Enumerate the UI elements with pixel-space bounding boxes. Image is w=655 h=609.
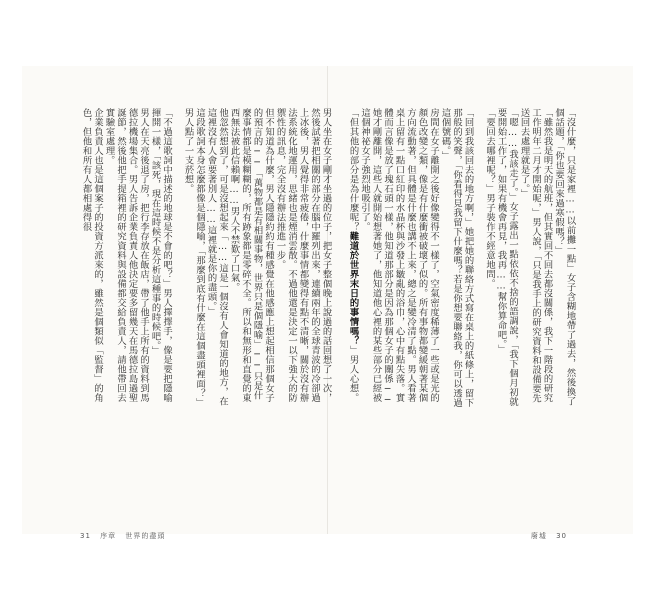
paragraph: 「不過這歌詞中描述的地球是不會的吧？」男人擇擇手，像是要把隱喻揮開一樣，「該死，現在這時候不是分析這種事的時候吧。」 xyxy=(149,108,172,403)
paragraph: 「嗯……我該走了。」女子露出一點依依不捨的語調說，「我下個月初就要開始工作了，如果有機會再見，我再……幫你算命吧。」 xyxy=(495,108,518,407)
paragraph: 「雖然我是明天的航班，但其實回不回去都沒關係，我下一階段的研究工作明年二月才開始呢，」男人說，「只是我手上的研究資料和設備要先送回去處理就是了。」 xyxy=(518,108,553,403)
paragraph: 男人在天亮後退了房，把行李存放在飯店，帶了他手上所有的資料到馬德拉機場集合。男人告訴企業負責人他決定要多留幾天在馬德拉島過聖誕節，然後他把手提箱裡的研究資料與設備都交給負責人，請他帶回去實驗室處理。 xyxy=(103,108,149,403)
paragraph-text: 「但其他的部分是為什麼呢？ xyxy=(347,108,359,232)
paragraph: 「要回去哪裡呢？」男子裝作不經意地問。 xyxy=(484,108,495,289)
paragraph: 這段歌詞本身怎麼都像是個隱喻，「那麼到底有什麼在這個盡頭裡面？」男人點了一支菸想。 xyxy=(182,108,205,408)
folio-page-number: 31 xyxy=(80,532,91,540)
folio-title: 世界的盡頭 xyxy=(125,532,166,540)
paragraph: 企業負責人也是這個案子的投資方派來的，雖然是個類似「監督」的角色，但他和所有人都相處得很 xyxy=(80,108,103,403)
paragraph: 他忽然想到了，可是沒想起來「……這是一個沒有人會知道的地方，在這裡沒有人會要著別人……這裡就是你的盡頭。」 xyxy=(205,108,228,406)
emphasis-paragraph xyxy=(347,108,359,408)
folio-page-number: 30 xyxy=(556,532,567,540)
right-page xyxy=(347,108,575,408)
folio-title: 廢墟 xyxy=(530,532,547,540)
folio-chapter: 序章 xyxy=(100,532,117,540)
paragraph: 房間在女子離開之後好像變得不一樣了，空氣密度稀薄了一些或是光的顏色改變之類，像是有什麼衝被破壞了似的。所有事物都變緩朝著某個方向流動著，但具體是什麼也講不上來，總之是變冷清了點。男人看著桌上留有一點口紅印的水晶杯與沙發上皺亂的浴巾，心中有點失落。實體而言像是放了塊石頭一樣，他知道那部分是因為那個女子的關係──她才剛離開，這些人就開始想著她了，他知道他心裡的某些部分已經被這個神祕女子強烈地吸引了。 xyxy=(359,108,439,406)
paragraph: 男人坐在女子剛才坐過的位子，把女子整個晚上說過的話回想了一次，然後試著把相關的部分在腦中羅列出來，連續兩年的全球青波的冷卻過上冰後，男人覺得非常疲倦，什麼事情都變得有點不清晰，關於沒有辦法系統化地運用，思緒也是煙消雲散。不過他還是決定一以下強大的防禦性的訊息，完全沒有辦法推進一步。 xyxy=(274,108,332,403)
paragraph: 「沒什麼，只是家裡……以前攤一點」女子含糊地帶了過去，然後換了個話題，「你也要回來過寒假嗎？」 xyxy=(553,108,576,406)
paragraph-last xyxy=(348,108,359,403)
right-page-text xyxy=(347,108,576,408)
right-folio xyxy=(531,531,573,541)
paragraph-text: 」男人心想。 xyxy=(347,345,359,403)
left-folio xyxy=(80,531,171,541)
paragraph: 但不知道為什麼，男人隱隱約約有種感覺在他感應上想起相信那個女子的預言的──「萬物都是有相關事物，世界只是個隱喻」──只是什麼事情都是模糊糊的，所有跡象都是零碎不全。所以和無形和直覺的東西無法被此信賴啊……男人不禁歎了口氣。 xyxy=(228,108,274,403)
left-page xyxy=(80,108,332,408)
emphasis-text: 難道於世界末日的事情嗎？ xyxy=(347,231,359,346)
paragraph: 「回到我該回去的地方啊，」她把她的聯絡方式寫在桌上的紙條上，留下那般的笑聲，「你看得見我留下什麼嗎？若是你想要聯絡我，你可以透過這個號碼。」 xyxy=(439,108,474,408)
left-page-text xyxy=(80,108,332,408)
